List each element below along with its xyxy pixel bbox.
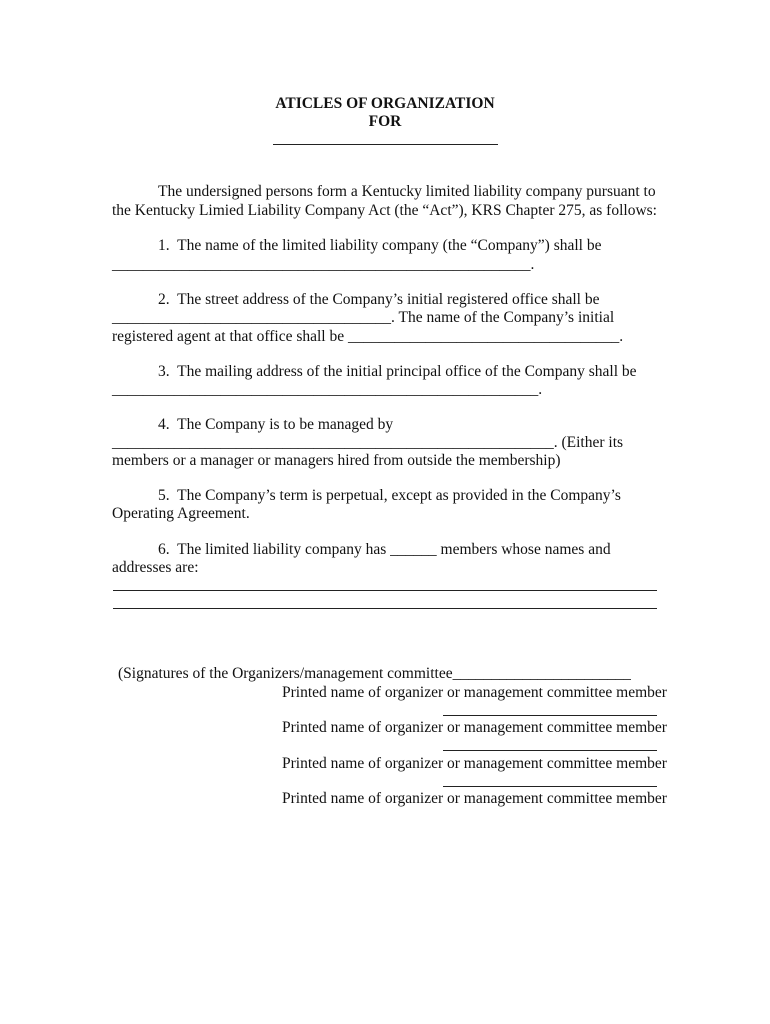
intro-line-1: The undersigned persons form a Kentucky limited liability company pursuant to — [158, 183, 656, 200]
printed-name-label-1: Printed name of organizer or management committee member — [282, 684, 667, 701]
signature-blank-3[interactable] — [443, 750, 657, 751]
item-3-line-1: 3. The mailing address of the initial principal office of the Company shall be — [158, 363, 637, 380]
item-2-line-2[interactable]: ____________________________________. The name of the Company’s initial — [112, 309, 615, 326]
printed-name-label-3: Printed name of organizer or management committee member — [282, 755, 667, 772]
item-1-line-1: 1. The name of the limited liability company (the “Company”) shall be — [158, 237, 602, 254]
company-name-title-blank[interactable] — [273, 144, 498, 145]
item-5-line-1: 5. The Company’s term is perpetual, except as provided in the Company’s — [158, 487, 621, 504]
item-4-line-2[interactable]: _________________________________________________________. (Either its — [112, 434, 624, 451]
item-2-line-1: 2. The street address of the Company’s initial registered office shall be — [158, 291, 600, 308]
document-subtitle: FOR — [368, 113, 402, 130]
member-address-blank-1[interactable] — [113, 590, 657, 591]
printed-name-label-2: Printed name of organizer or management committee member — [282, 719, 667, 736]
item-6-line-2: addresses are: — [112, 559, 199, 576]
item-2-line-3[interactable]: registered agent at that office shall be ___________________________________. — [112, 328, 624, 345]
printed-name-label-4: Printed name of organizer or management committee member — [282, 790, 667, 807]
item-1-blank-line[interactable]: ______________________________________________________. — [112, 256, 535, 273]
item-6-line-1[interactable]: 6. The limited liability company has ______ members whose names and — [158, 541, 611, 558]
item-3-blank-line[interactable]: _______________________________________________________. — [112, 381, 543, 398]
item-4-line-1: 4. The Company is to be managed by — [158, 416, 394, 433]
item-4-line-3: members or a manager or managers hired from outside the membership) — [112, 452, 561, 469]
item-5-line-2: Operating Agreement. — [112, 505, 250, 522]
signature-blank-2[interactable] — [443, 715, 657, 716]
intro-line-2: the Kentucky Limied Liability Company Act (the “Act”), KRS Chapter 275, as follows: — [112, 202, 657, 219]
signature-line[interactable]: (Signatures of the Organizers/management committee_______________________ — [118, 665, 631, 682]
document-title: ATICLES OF ORGANIZATION — [275, 95, 495, 112]
member-address-blank-2[interactable] — [113, 608, 657, 609]
signature-blank-4[interactable] — [443, 786, 657, 787]
